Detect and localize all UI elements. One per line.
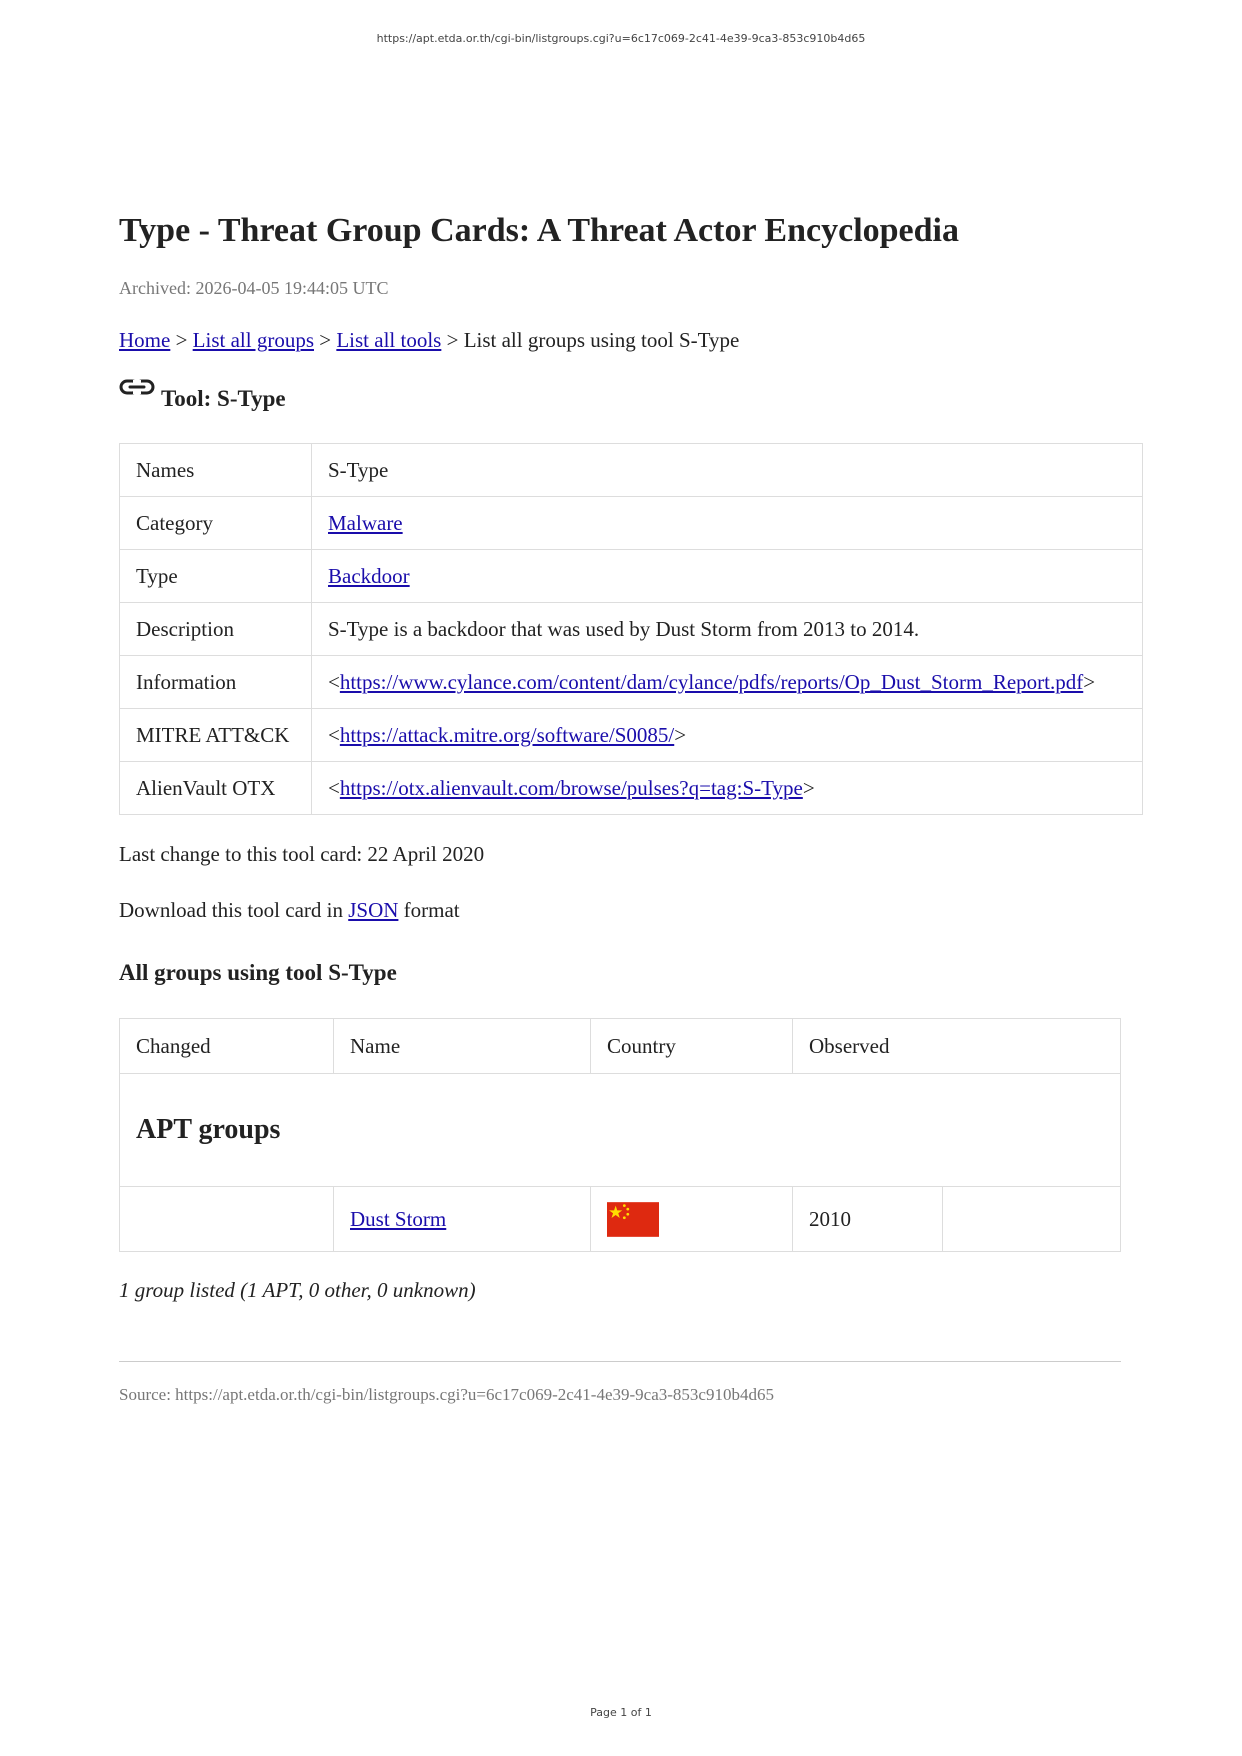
column-header-changed: Changed — [120, 1019, 334, 1074]
category-label: Category — [120, 497, 312, 550]
category-link[interactable]: Malware — [328, 510, 403, 535]
changed-cell — [120, 1187, 334, 1252]
mitre-label: MITRE ATT&CK — [120, 709, 312, 762]
source-footer: Source: https://apt.etda.or.th/cgi-bin/listgroups.cgi?u=6c17c069-2c41-4e39-9ca3-853c910b4d65 — [119, 1385, 774, 1404]
breadcrumb-home-link[interactable]: Home — [119, 328, 171, 352]
groups-table — [119, 1018, 1121, 1252]
section-title-apt-groups: APT groups — [120, 1074, 1121, 1187]
download-prefix: Download this tool card in — [119, 898, 343, 922]
table-row — [120, 1187, 1121, 1252]
angle-close: > — [674, 722, 687, 747]
type-link[interactable]: Backdoor — [328, 563, 410, 588]
breadcrumb-current: List all groups using tool S-Type — [463, 328, 740, 352]
type-label: Type — [120, 550, 312, 603]
names-value: S-Type — [312, 444, 1143, 497]
last-change-text: Last change to this tool card: 22 April 2020 — [119, 842, 485, 866]
mitre-cell — [312, 709, 1143, 762]
description-label: Description — [120, 603, 312, 656]
country-cell — [591, 1187, 793, 1252]
otx-label: AlienVault OTX — [120, 762, 312, 815]
download-line — [119, 896, 1139, 924]
tool-info-table — [119, 443, 1143, 815]
json-download-link[interactable]: JSON — [348, 898, 399, 922]
breadcrumb-tools-link[interactable]: List all tools — [336, 328, 442, 352]
breadcrumb-separator: > — [175, 328, 188, 352]
china-flag-icon — [607, 1202, 659, 1237]
tool-heading-text: Tool: S-Type — [161, 386, 286, 411]
tool-heading — [119, 384, 1139, 414]
breadcrumb-separator: > — [319, 328, 332, 352]
otx-cell — [312, 762, 1143, 815]
page-number: Page 1 of 1 — [590, 1706, 652, 1719]
name-cell — [334, 1187, 591, 1252]
table-header-row — [120, 1019, 1121, 1074]
angle-close: > — [1083, 669, 1096, 694]
page-content — [119, 210, 1139, 1406]
category-cell — [312, 497, 1143, 550]
angle-open: < — [328, 775, 340, 800]
names-label: Names — [120, 444, 312, 497]
table-row — [120, 497, 1143, 550]
breadcrumb — [119, 326, 1139, 354]
type-cell — [312, 550, 1143, 603]
description-value: S-Type is a backdoor that was used by Dust Storm from 2013 to 2014. — [312, 603, 1143, 656]
divider — [119, 1361, 1121, 1362]
mitre-link[interactable]: https://attack.mitre.org/software/S0085/ — [339, 722, 675, 747]
table-row — [120, 603, 1143, 656]
download-suffix: format — [403, 898, 460, 922]
archived-timestamp: Archived: 2026-04-05 19:44:05 UTC — [119, 278, 389, 298]
angle-open: < — [328, 722, 340, 747]
section-row — [120, 1074, 1121, 1187]
observed-cell: 2010 — [793, 1187, 943, 1252]
column-header-name: Name — [334, 1019, 591, 1074]
information-link[interactable]: https://www.cylance.com/content/dam/cylance/pdfs/reports/Op_Dust_Storm_Report.pdf — [339, 669, 1084, 694]
otx-link[interactable]: https://otx.alienvault.com/browse/pulses?q=tag:S-Type — [339, 775, 803, 800]
table-row — [120, 762, 1143, 815]
column-header-country: Country — [591, 1019, 793, 1074]
page-title: Type - Threat Group Cards: A Threat Actor Encyclopedia — [119, 212, 959, 249]
column-header-observed: Observed — [793, 1019, 1121, 1074]
group-link-dust-storm[interactable]: Dust Storm — [350, 1206, 447, 1231]
angle-open: < — [328, 669, 340, 694]
information-cell — [312, 656, 1143, 709]
information-label: Information — [120, 656, 312, 709]
table-row — [120, 656, 1143, 709]
table-row — [120, 709, 1143, 762]
breadcrumb-groups-link[interactable]: List all groups — [192, 328, 314, 352]
groups-summary: 1 group listed (1 APT, 0 other, 0 unknown) — [119, 1278, 476, 1302]
breadcrumb-separator: > — [446, 328, 459, 352]
table-row — [120, 444, 1143, 497]
print-header-url: https://apt.etda.or.th/cgi-bin/listgroups.cgi?u=6c17c069-2c41-4e39-9ca3-853c910b4d65 — [376, 32, 866, 45]
empty-cell — [943, 1187, 1121, 1252]
groups-heading: All groups using tool S-Type — [119, 960, 397, 985]
link-icon — [119, 372, 155, 402]
angle-close: > — [802, 775, 815, 800]
table-row — [120, 550, 1143, 603]
